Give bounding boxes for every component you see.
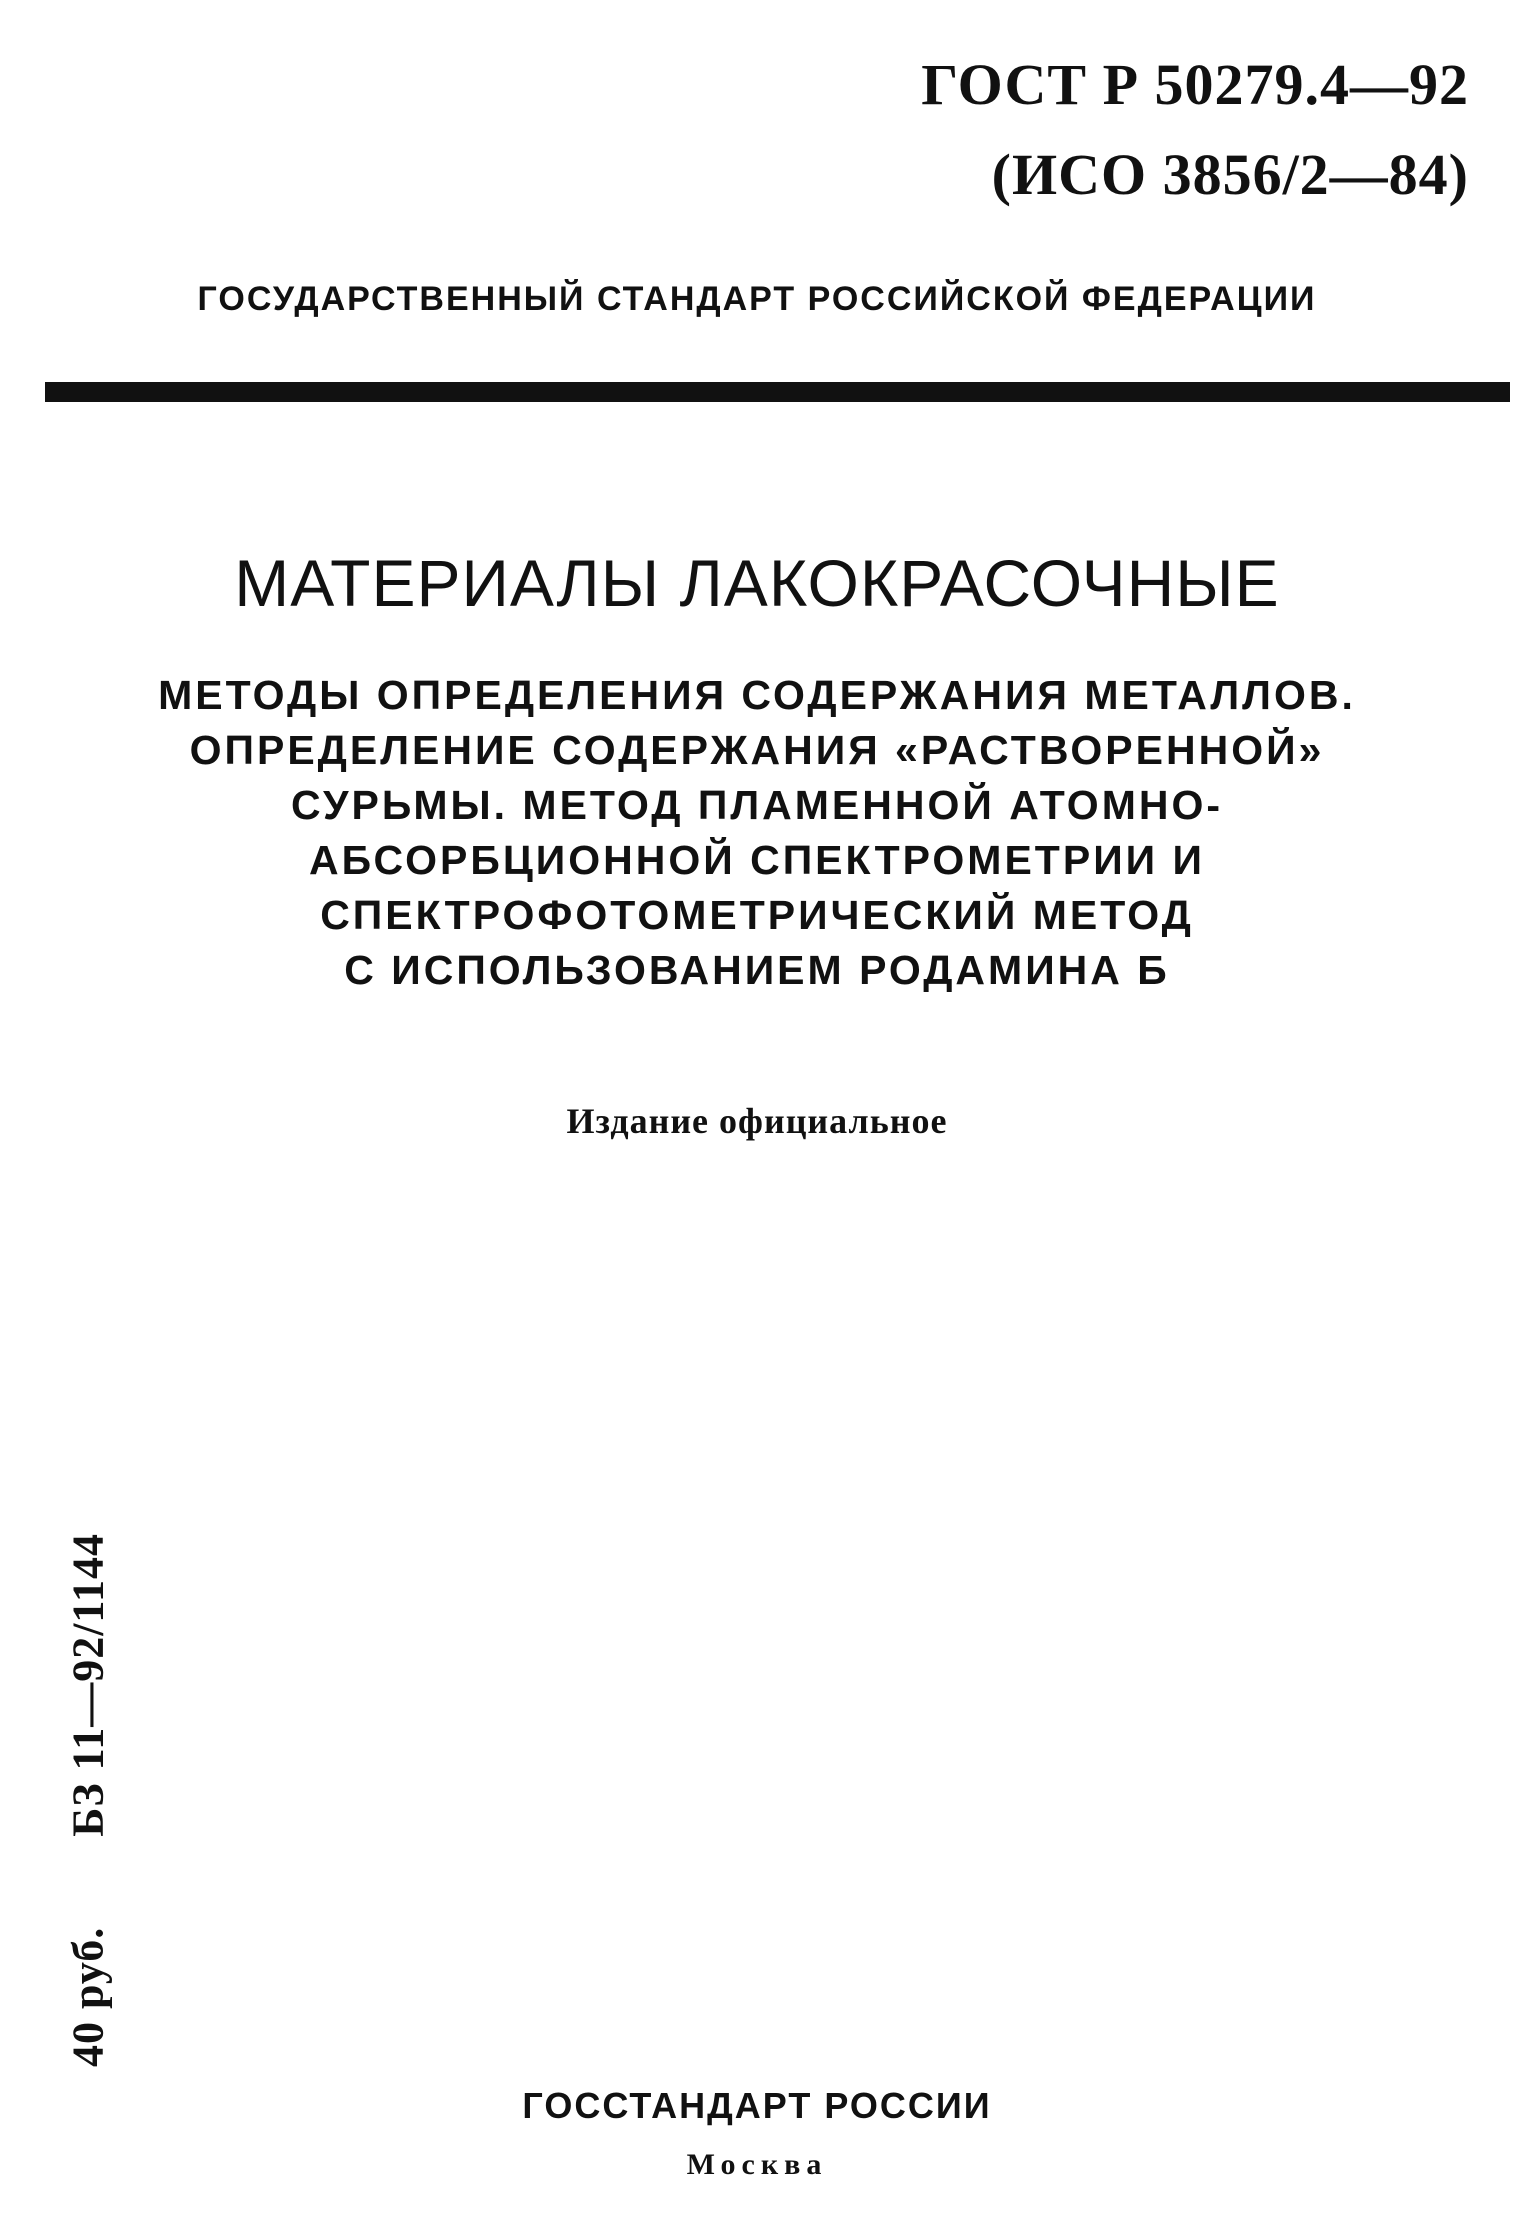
standard-number: ГОСТ Р 50279.4—92	[921, 52, 1469, 117]
subtitle-line: ОПРЕДЕЛЕНИЕ СОДЕРЖАНИЯ «РАСТВОРЕННОЙ»	[189, 727, 1325, 773]
publication-city: Москва	[686, 2148, 828, 2181]
standard-designation	[921, 40, 1469, 220]
subtitle-line: СУРЬМЫ. МЕТОД ПЛАМЕННОЙ АТОМНО-	[290, 782, 1224, 828]
iso-reference: (ИСО 3856/2—84)	[991, 142, 1469, 207]
side-note	[63, 1533, 114, 2067]
publisher-name: ГОССТАНДАРТ РОССИИ	[522, 2085, 992, 2126]
subtitle-line: МЕТОДЫ ОПРЕДЕЛЕНИЯ СОДЕРЖАНИЯ МЕТАЛЛОВ.	[158, 672, 1356, 718]
subtitle-line: АБСОРБЦИОННОЙ СПЕКТРОМЕТРИИ И	[308, 837, 1205, 883]
state-standard-heading: ГОСУДАРСТВЕННЫЙ СТАНДАРТ РОССИЙСКОЙ ФЕДЕРАЦИИ	[197, 280, 1317, 318]
subtitle-line: СПЕКТРОФОТОМЕТРИЧЕСКИЙ МЕТОД	[320, 892, 1194, 938]
header-divider	[45, 382, 1510, 402]
document-subtitle	[0, 668, 1514, 998]
edition-label: Издание официальное	[566, 1101, 948, 1141]
catalog-code: БЗ 11—92/1144	[63, 1533, 113, 1837]
price-label: 40 руб.	[63, 1926, 113, 2067]
document-title: МАТЕРИАЛЫ ЛАКОКРАСОЧНЫЕ	[234, 546, 1280, 620]
subtitle-line: С ИСПОЛЬЗОВАНИЕМ РОДАМИНА Б	[344, 947, 1170, 993]
